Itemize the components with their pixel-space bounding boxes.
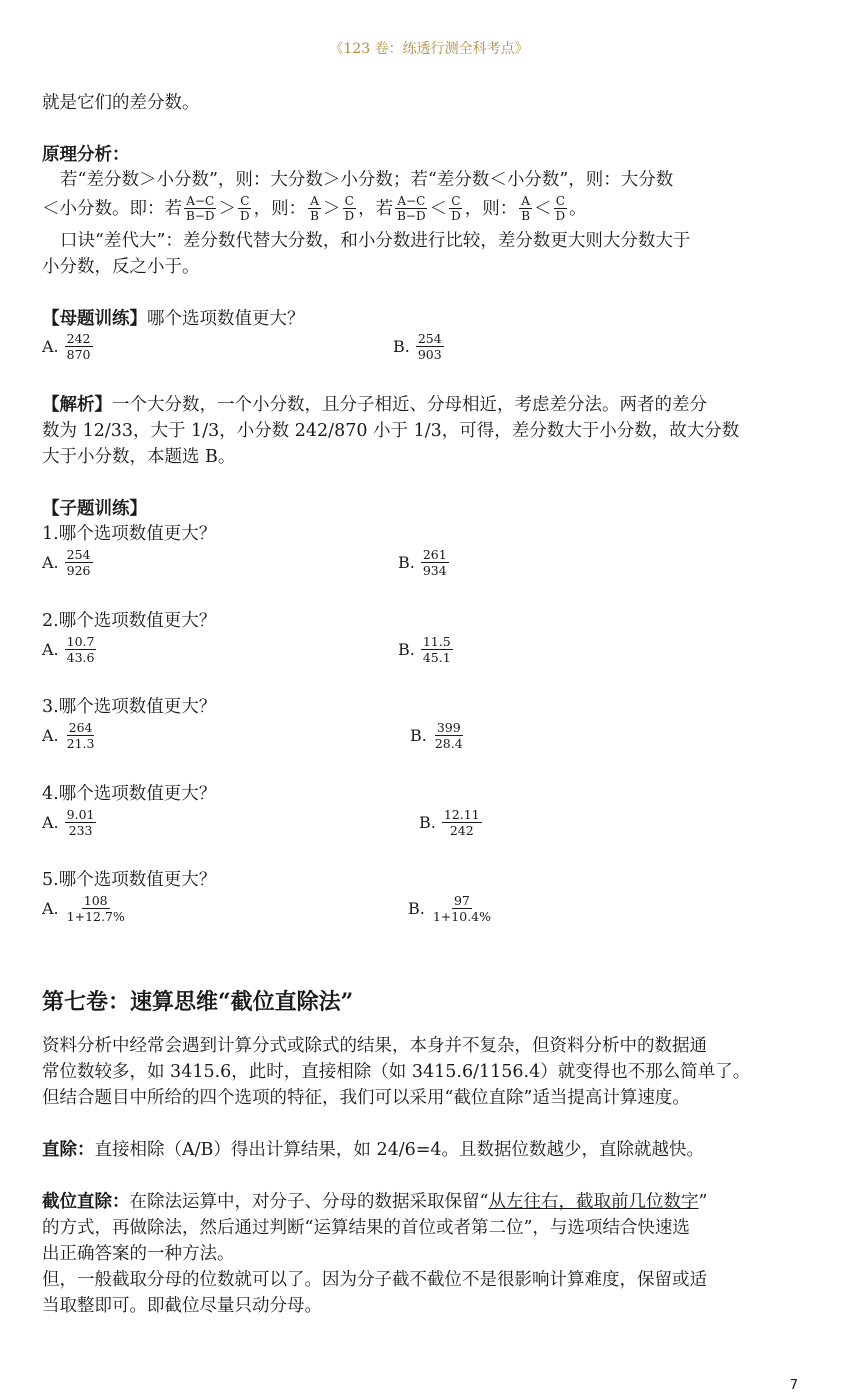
fraction: $\frac{A-C}{B-D}$ [397, 194, 426, 223]
sub-q3-option-b: B. $\frac{399}{28.4}$ [410, 720, 463, 751]
sub-question-3: 3.哪个选项数值更大？ [42, 697, 217, 717]
page-header: 《123 卷：练透行测全科考点》 [329, 41, 529, 57]
mother-question: 【母题训练】哪个选项数值更大？ [42, 309, 305, 329]
principle-formula-line: ＜小分数。即：若 $\frac{A-C}{B-D}$ ＞ $\frac{C}{D}$ ，则： $\frac{A}{B}$ ＞ $\frac{C}{D}$ ，若 $\frac{A-C}{B-D}$ ＜ $\frac{C}{D}$ ，则： $\frac{A}{B}$ ＜ $\frac{C}{D}$ 。 [42, 194, 587, 223]
fraction: $\frac{A}{B}$ [310, 194, 319, 223]
section-title: 第七卷：速算思维“截位直除法” [42, 989, 354, 1015]
sub-q4-option-a: A. $\frac{9.01}{233}$ [42, 807, 95, 838]
analysis-line-3: 大于小分数，本题选 B。 [42, 447, 236, 467]
sub-q3-option-a: A. $\frac{264}{21.3}$ [42, 720, 95, 751]
fraction: $\frac{A}{B}$ [521, 194, 531, 223]
sub-question-4: 4.哪个选项数值更大？ [42, 784, 217, 804]
sub-q4-option-b: B. $\frac{12.11}{242}$ [419, 807, 480, 838]
fraction: $\frac{C}{D}$ [240, 194, 250, 223]
fraction: $\frac{A-C}{B-D}$ [186, 194, 215, 223]
sub-q5-option-a: A. $\frac{108}{1+12.7\%}$ [42, 893, 125, 924]
principle-heading: 原理分析： [42, 145, 130, 165]
truncate-line-2: 的方式，再做除法，然后通过判断“运算结果的首位或者第二位”，与选项结合快速选 [42, 1218, 690, 1238]
sub-question-2: 2.哪个选项数值更大？ [42, 611, 217, 631]
sub-q2-option-b: B. $\frac{11.5}{45.1}$ [398, 634, 451, 665]
section-para-line-3: 但结合题目中所给的四个选项的特征，我们可以采用“截位直除”适当提高计算速度。 [42, 1088, 690, 1108]
fraction: $\frac{C}{D}$ [344, 194, 355, 223]
truncate-line-5: 当取整即可。即截位尽量只动分母。 [42, 1296, 322, 1316]
sub-q1-option-b: B. $\frac{261}{934}$ [398, 547, 447, 578]
mother-option-b: B. $\frac{254}{903}$ [393, 331, 442, 362]
principle-line-1: 若“差分数＞小分数”，则：大分数＞小分数；若“差分数＜小分数”，则：大分数 [60, 170, 674, 190]
analysis-line-2: 数为 12/33，大于 1/3，小分数 242/870 小于 1/3，可得，差分数大于小分数，故大分数 [42, 421, 740, 441]
fraction: $\frac{C}{D}$ [555, 194, 566, 223]
principle-line-3: 口诀“差代大”：差分数代替大分数，和小分数进行比较，差分数更大则大分数大于 [60, 231, 691, 251]
sub-q5-option-b: B. $\frac{97}{1+10.4\%}$ [408, 893, 491, 924]
section-para-line-2: 常位数较多，如 3415.6，此时，直接相除（如 3415.6/1156.4）就变得也不那么简单了。 [42, 1062, 751, 1082]
sub-q1-option-a: A. $\frac{254}{926}$ [42, 547, 91, 578]
sub-question-1: 1.哪个选项数值更大？ [42, 524, 217, 544]
truncate-line-3: 出正确答案的一种方法。 [42, 1244, 235, 1264]
sub-q2-option-a: A. $\frac{10.7}{43.6}$ [42, 634, 95, 665]
intro-line: 就是它们的差分数。 [42, 93, 200, 113]
sub-question-5: 5.哪个选项数值更大？ [42, 870, 217, 890]
analysis-line-1: 【解析】一个大分数，一个小分数，且分子相近、分母相近，考虑差分法。两者的差分 [42, 395, 707, 415]
mother-option-a: A. $\frac{242}{870}$ [42, 331, 91, 362]
direct-division-line: 直除：直接相除（A/B）得出计算结果，如 24/6=4。且数据位数越少，直除就越快。 [42, 1140, 705, 1160]
section-para-line-1: 资料分析中经常会遇到计算分式或除式的结果，本身并不复杂，但资料分析中的数据通 [42, 1036, 707, 1056]
fraction: $\frac{C}{D}$ [451, 194, 461, 223]
sub-training-heading: 【子题训练】 [42, 499, 147, 519]
principle-line-4: 小分数，反之小于。 [42, 257, 200, 277]
truncate-line-4: 但，一般截取分母的位数就可以了。因为分子截不截位不是很影响计算难度，保留或适 [42, 1270, 707, 1290]
page-number: 7 [789, 1378, 798, 1393]
truncate-line-1: 截位直除：在除法运算中，对分子、分母的数据采取保留“从左往右，截取前几位数字” [42, 1192, 708, 1212]
